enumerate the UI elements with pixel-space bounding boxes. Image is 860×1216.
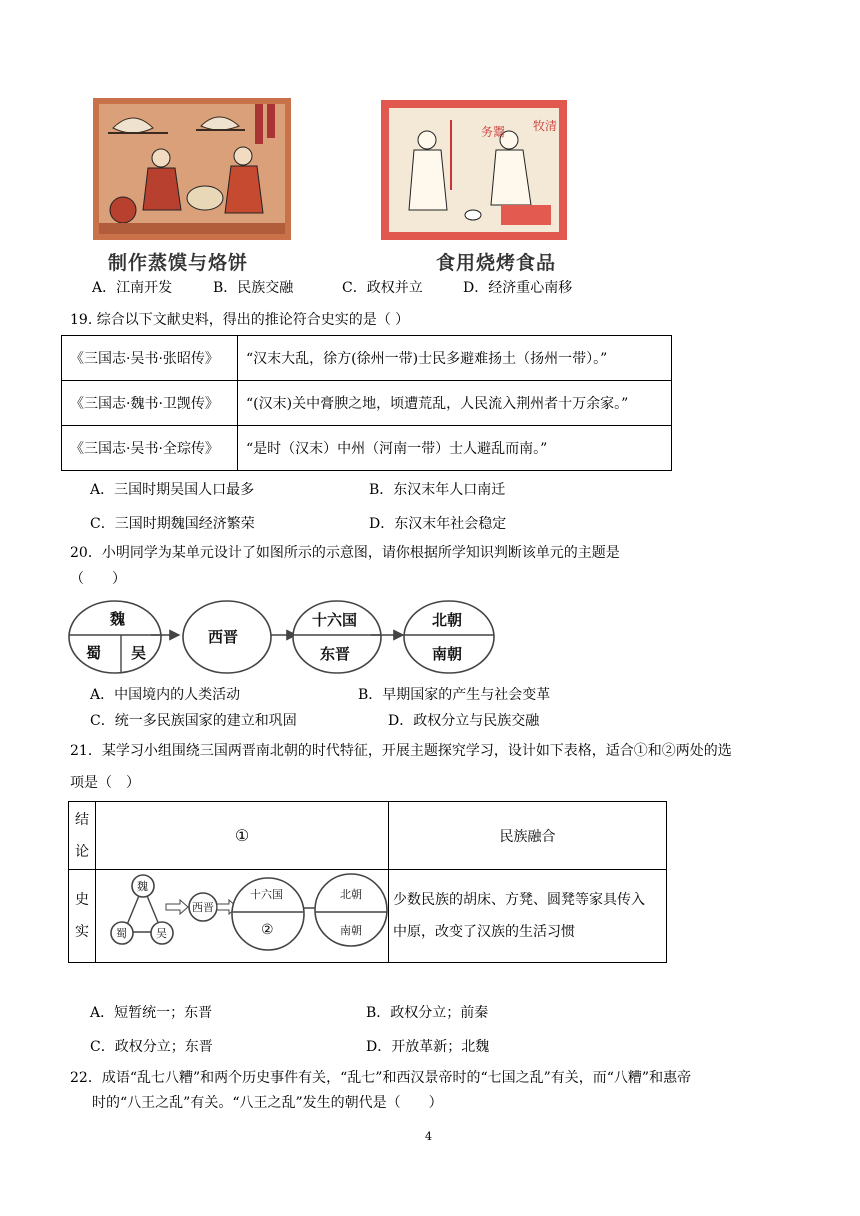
q22-line2: 时的“八王之乱”有关。“八王之乱”发生的朝代是（ ） [92, 1095, 443, 1111]
q19-source-table [61, 335, 672, 471]
q20-option-d[interactable]: D．政权分立与民族交融 [388, 713, 540, 729]
diagram-beichao: 北朝 [432, 611, 463, 629]
q21-option-c[interactable]: C．政权分立；东晋 [90, 1039, 213, 1055]
diagram-dongjin: 东晋 [320, 645, 351, 663]
q21-stem-line2: 项是（ ） [70, 775, 140, 791]
mural-barbecue-image [381, 100, 567, 240]
q21-option-b[interactable]: B．政权分立；前秦 [366, 1005, 489, 1021]
label-jie: 结 [75, 811, 89, 828]
mini-wu: 吴 [156, 927, 167, 940]
blank-1-cell: ① [96, 802, 389, 870]
q20-stem-line2: （ ） [70, 571, 126, 587]
fact-line-1: 少数民族的胡床、方凳、圆凳等家具传入 [393, 892, 645, 908]
q18-option-c[interactable]: C．政权并立 [342, 280, 423, 296]
table-row [62, 381, 672, 426]
source-cell: 《三国志·吴书·张昭传》 [62, 336, 238, 381]
label-lun: 论 [75, 843, 89, 860]
source-cell: 《三国志·吴书·全琮传》 [62, 426, 238, 471]
diagram-shiliuguo: 十六国 [312, 611, 358, 629]
mini-xijin: 西晋 [192, 901, 214, 914]
q22-line1: 22．成语“乱七八糟”和两个历史事件有关，“乱七”和西汉景帝时的“七国之乱”有关，而“八糟”和惠帝 [70, 1070, 692, 1086]
source-cell: 《三国志·魏书·卫觊传》 [62, 381, 238, 426]
diagram-nanchao: 南朝 [432, 645, 463, 663]
scroll-text-a: 务鬻 [481, 125, 506, 139]
diagram-shu: 蜀 [86, 644, 102, 662]
q19-option-b[interactable]: B．东汉末年人口南迁 [369, 482, 506, 498]
label-shi2: 实 [75, 924, 89, 940]
q19-option-d[interactable]: D．东汉末年社会稳定 [369, 516, 507, 532]
left-image-caption: 制作蒸馍与烙饼 [108, 252, 249, 274]
mini-dynasty-diagram [96, 870, 388, 958]
conclusion-right-cell: 民族融合 [389, 802, 667, 870]
q18-option-b[interactable]: B．民族交融 [213, 280, 294, 296]
table-row [62, 336, 672, 381]
diagram-wei: 魏 [110, 610, 126, 628]
mini-beichao: 北朝 [340, 888, 362, 901]
q20-stem-line1: 20．小明同学为某单元设计了如图所示的示意图，请你根据所学知识判断该单元的主题是 [70, 545, 620, 561]
table-row [69, 870, 667, 963]
q18-option-d[interactable]: D．经济重心南移 [463, 280, 573, 296]
quote-cell: “(汉末)关中膏腴之地，顷遭荒乱，人民流入荆州者十万余家。” [238, 381, 672, 426]
mini-blank-2: ② [261, 922, 274, 938]
q19-option-a[interactable]: A．三国时期吴国人口最多 [90, 482, 255, 498]
q21-stem-line1: 21．某学习小组围绕三国两晋南北朝的时代特征，开展主题探究学习，设计如下表格，适合①和②两处的选 [70, 743, 732, 759]
mini-wei: 魏 [137, 880, 148, 893]
q18-option-a[interactable]: A．江南开发 [92, 280, 173, 296]
mini-diagram-cell [96, 870, 389, 963]
q20-option-a[interactable]: A．中国境内的人类活动 [90, 687, 241, 703]
table-row [62, 426, 672, 471]
mini-nanchao: 南朝 [340, 924, 362, 937]
label-shi: 史 [75, 892, 89, 908]
mural-steamed-buns-image [93, 98, 291, 240]
quote-cell: “是时（汉末）中州（河南一带）士人避乱而南。” [238, 426, 672, 471]
diagram-xijin: 西晋 [208, 628, 239, 646]
q19-stem: 19. 综合以下文献史料，得出的推论符合史实的是（ ） [70, 312, 410, 328]
q19-option-c[interactable]: C．三国时期魏国经济繁荣 [90, 516, 255, 532]
mini-shu: 蜀 [116, 927, 127, 940]
right-image-caption: 食用烧烤食品 [436, 252, 557, 274]
q21-option-d[interactable]: D．开放革新；北魏 [366, 1039, 490, 1055]
q21-option-a[interactable]: A．短暂统一；东晋 [90, 1005, 213, 1021]
q21-inquiry-table [68, 801, 667, 963]
q20-option-b[interactable]: B．早期国家的产生与社会变革 [358, 687, 551, 703]
fact-line-2: 中原，改变了汉族的生活习惯 [393, 924, 575, 940]
table-row [69, 802, 667, 870]
mini-shiliuguo: 十六国 [250, 888, 283, 901]
quote-cell: “汉末大乱，徐方(徐州一带)士民多避难扬土（扬州一带）。” [238, 336, 672, 381]
q20-option-c[interactable]: C．统一多民族国家的建立和巩固 [90, 713, 297, 729]
diagram-wu: 吴 [131, 644, 147, 662]
page-number: 4 [425, 1130, 432, 1143]
scroll-text-b: 牧清 [533, 119, 558, 133]
dynasty-flow-diagram [66, 597, 498, 677]
